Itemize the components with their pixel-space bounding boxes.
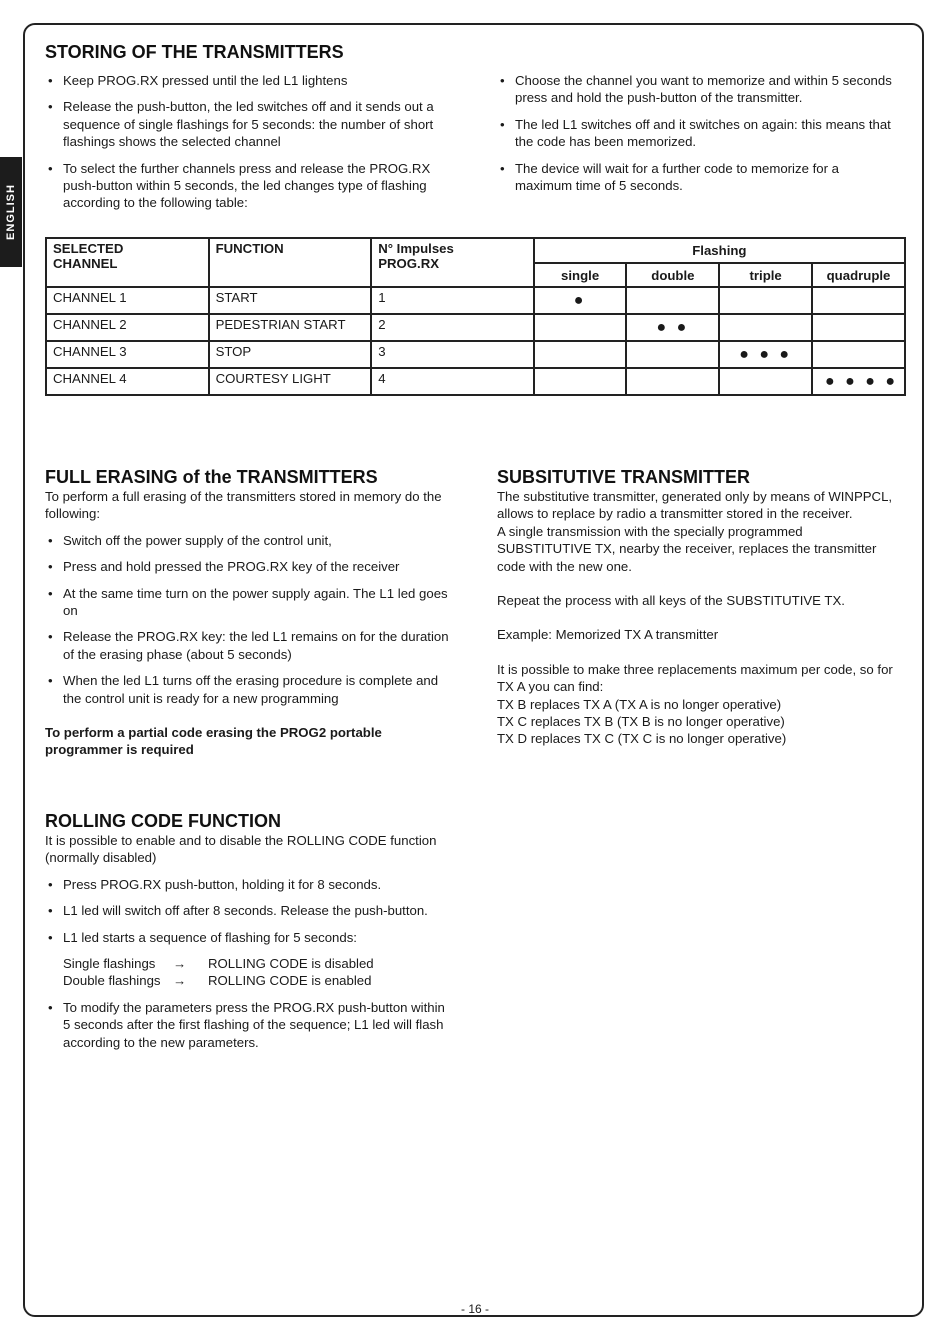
list-item: • To modify the parameters press the PROG.RX push-button within 5 seconds after the first flashing of the sequence; L1 led will flash according to the new parameters. [45,999,455,1051]
full-erasing-list [45,532,455,707]
substitutive-p5: It is possible to make three replacements maximum per code, so for TX A you can find: [497,661,893,695]
cell-empty [719,287,812,314]
cell-channel: CHANNEL 3 [46,341,209,368]
cell-channel: CHANNEL 1 [46,287,209,314]
cell-single-dots: ● [534,287,627,314]
storing-title: STORING OF THE TRANSMITTERS [45,42,344,62]
substitutive-replacement-1: TX B replaces TX A (TX A is no longer operative) [497,696,782,712]
page-number: - 16 - [460,1302,489,1316]
language-tab-label: ENGLISH [5,184,17,240]
cell-empty [534,368,627,395]
cell-function: START [209,287,372,314]
list-item: • Press PROG.RX push-button, holding it for 8 seconds. [45,876,455,893]
cell-empty [626,368,719,395]
full-erasing-intro: To perform a full erasing of the transmitters stored in memory do the following: [45,489,442,522]
cell-empty [626,341,719,368]
substitutive-section [497,488,897,748]
list-item: • Release the push-button, the led switches off and it sends out a sequence of single flashings for 5 seconds: the number of short flashings shows the selected channel [45,98,455,150]
table-row [46,314,905,341]
cell-empty [534,314,627,341]
full-erasing-note: To perform a partial code erasing the PROG2 portable programmer is required [45,725,382,758]
substitutive-title: SUBSITUTIVE TRANSMITTER [497,467,751,487]
substitutive-p3: Repeat the process with all keys of the SUBSTITUTIVE TX. [497,593,845,609]
cell-function: PEDESTRIAN START [209,314,372,341]
full-erasing-title: FULL ERASING of the TRANSMITTERS [45,467,378,487]
list-item: • At the same time turn on the power supply again. The L1 led goes on [45,585,455,620]
rolling-flashing-legend [45,955,455,990]
storing-right-column [497,72,897,203]
list-item: • When the led L1 turns off the erasing procedure is complete and the control unit is ready for a new programming [45,672,455,707]
rolling-title: ROLLING CODE FUNCTION [45,811,281,831]
list-item: • L1 led will switch off after 8 seconds. Release the push-button. [45,902,455,919]
rolling-list [45,876,455,946]
language-tab [0,157,22,267]
cell-channel: CHANNEL 4 [46,368,209,395]
header-selected-channel: SELECTED CHANNEL [46,238,209,287]
channel-table [45,237,906,396]
cell-channel: CHANNEL 2 [46,314,209,341]
list-item: • Release the PROG.RX key: the led L1 remains on for the duration of the erasing phase (about 5 seconds) [45,628,455,663]
substitutive-replacement-2: TX C replaces TX B (TX B is no longer operative) [497,714,785,730]
cell-double-dots: ● ● [626,314,719,341]
header-flashing: Flashing [534,238,905,263]
header-function: FUNCTION [209,238,372,287]
cell-empty [534,341,627,368]
substitutive-replacement-3: TX D replaces TX C (TX C is no longer operative) [497,731,787,747]
list-item: • To select the further channels press and release the PROG.RX push-button within 5 seconds, the led changes type of flashing according to the following table: [45,160,455,212]
list-item: • The led L1 switches off and it switches on again: this means that the code has been memorized. [497,116,897,151]
header-triple: triple [719,263,812,287]
cell-function: STOP [209,341,372,368]
header-impulses: N° Impulses PROG.RX [371,238,534,287]
legend-value: ROLLING CODE is disabled [208,956,374,972]
arrow-icon: → [173,973,187,989]
storing-right-list [497,72,897,194]
substitutive-p1: The substitutive transmitter, generated only by means of WINPPCL, allows to replace by radio a transmitter stored in the receiver. [497,489,893,522]
header-quadruple: quadruple [812,263,905,287]
list-item: • Choose the channel you want to memorize and within 5 seconds press and hold the push-button of the transmitter. [497,72,897,107]
cell-function: COURTESY LIGHT [209,368,372,395]
cell-empty [812,287,905,314]
substitutive-p2: A single transmission with the specially programmed SUBSTITUTIVE TX, nearby the receiver, replaces the transmitter code with the new one. [497,523,877,574]
full-erasing-section [45,488,455,759]
legend-row-single [63,955,455,972]
cell-empty [812,314,905,341]
cell-empty [719,314,812,341]
table-row [46,287,905,314]
cell-impulses: 1 [371,287,534,314]
storing-left-column [45,72,455,221]
list-item: • The device will wait for a further code to memorize for a maximum time of 5 seconds. [497,160,897,195]
cell-quadruple-dots: ● ● ● ● [812,368,905,395]
rolling-section [45,832,455,1060]
list-item: • L1 led starts a sequence of flashing for 5 seconds: [45,929,455,946]
cell-impulses: 4 [371,368,534,395]
cell-impulses: 3 [371,341,534,368]
legend-key: Single flashings [63,956,156,972]
list-item: • Press and hold pressed the PROG.RX key of the receiver [45,558,455,575]
storing-left-list [45,72,455,212]
rolling-list-continued [45,999,455,1051]
cell-impulses: 2 [371,314,534,341]
arrow-icon: → [173,956,187,972]
cell-empty [719,368,812,395]
list-item: • Keep PROG.RX pressed until the led L1 lightens [45,72,455,89]
cell-triple-dots: ● ● ● [719,341,812,368]
list-item: • Switch off the power supply of the control unit, [45,532,455,549]
legend-value: ROLLING CODE is enabled [208,973,372,989]
substitutive-p4: Example: Memorized TX A transmitter [497,627,719,643]
header-double: double [626,263,719,287]
header-single: single [534,263,627,287]
cell-empty [626,287,719,314]
cell-empty [812,341,905,368]
legend-key: Double flashings [63,973,161,989]
table-row [46,368,905,395]
legend-row-double [63,972,455,989]
rolling-intro: It is possible to enable and to disable the ROLLING CODE function (normally disabled) [45,833,437,866]
table-row [46,341,905,368]
